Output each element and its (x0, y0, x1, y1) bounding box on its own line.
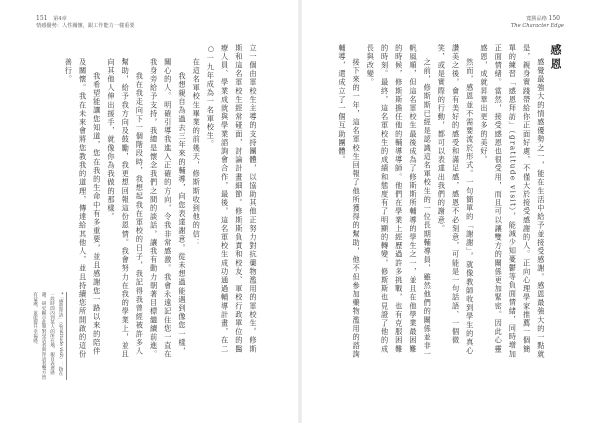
left-chapter-title: 情感優勢：人性關懷，跟工作能力一樣重要 (36, 23, 135, 29)
body-paragraph: 然而，感恩並不需要流於形式。一句簡單的「謝謝」，就像教師收到學生的真心讚美之後，會有美好的感受和滿足感，感恩不必刻意，可能是一句話語、一個微笑，或是實際的行動，都可以表達出我們的謝意。 (437, 44, 475, 356)
right-running-head (511, 15, 564, 30)
body-paragraph: 感覺最強大的情感優勢之一，能在生活中給予並接受感謝。感恩最強大的一點就是，親身實踐帶給你正面好處，不僅大於接受感謝的人。正向心理學家推薦一個簡單的練習「感恩拜訪」（gratitude visit），能減少知憂鬱等負面情緒，同時增加正面情緒。當然，接受感恩也很受用，而且可以讓雙方的關係更加緊密。因此心靈感恩，成就昇華出更多的美好。 (479, 44, 546, 360)
body-paragraph: 在這名軍校生畢業的前幾天，修斯斯收到他的信： (192, 58, 202, 248)
right-body-text (330, 44, 562, 362)
right-book-subtitle: The Character Edge (510, 23, 564, 29)
left-page-number: 151 (36, 15, 48, 22)
body-paragraph: 立一個由軍校生主導的支持團體，以協助其他正努力對抗藥物濫用的軍校生。修斯斯和這名軍校生經常碰面，討論計畫細節。修斯斯負責和校友、軍校行政單位的醫療人員、學業成就與學業諮詢會合作，最後，這名軍校生成功通過輔導計畫，在二○一九年成為一名軍校生。 (206, 44, 258, 354)
body-paragraph: 之前，修斯斯已經是認識這名軍校生的一位長期輔導員，雖然他們的關係並非一帆風順，但這名軍校生最後成為了修斯斯所輔導的學生之一，並且在他學業最困難的時候，修斯斯擔任他的輔導導師。他們在學業上經歷過許多挑戰，也有克服困難的時刻。最終，這名軍校生的成績和態度有了明顯的轉變，修斯斯也見證了他的成長與改變。 (366, 44, 433, 360)
section-title: 感恩 (549, 44, 562, 72)
right-page-number: 150 (548, 15, 560, 22)
letter-paragraph: 我在我走向下一個階段時，我想起我在軍校的日子，我記得我曾經被許多人幫助，給予我方向及鼓勵，我更想回報這份恩情。我會努力在我的學業上，並且向其他人伸出援手，就像你為我做的那樣。 (106, 58, 145, 359)
footnote: *「感恩拜訪」（gratitude visit）：指在一段時間內到某人的所在地，親自表達感謝。研究顯示此舉對受訪者與拜訪者雙方皆有益處，並能提升幸福感。 (28, 292, 67, 380)
right-page (300, 0, 600, 423)
left-chapter-label: 第4章 (53, 16, 67, 22)
right-book-title: 寬勝品格 (526, 16, 547, 22)
letter-paragraph: 我希望能讓您知道，您在我的生命中有多重要，並且感謝您一路以來的陪伴及關懷。我在未來會將您教我的道理，傳達給其他人，並且持續您所開啟的這份善行。 (64, 58, 102, 359)
letter-paragraph: 我想親自為過去三年來的輔導，向您表達謝意。從未想過能遇到像您一樣，關心的人。明確引導我進入正確的方向，令我非常感激。我會永遠記住您一直在我身旁給予支持，我總是懷念我們之間的談話，讓我有動力朝著目標繼續前進。 (149, 58, 187, 359)
body-paragraph: 接下來的一年，這名軍校生回報了他所獲得的幫助，他不但參加藥物濫用的諮詢輔導，還成立了一個互助團體。 (337, 44, 362, 360)
left-running-head (36, 15, 135, 30)
left-body-text (34, 44, 260, 362)
